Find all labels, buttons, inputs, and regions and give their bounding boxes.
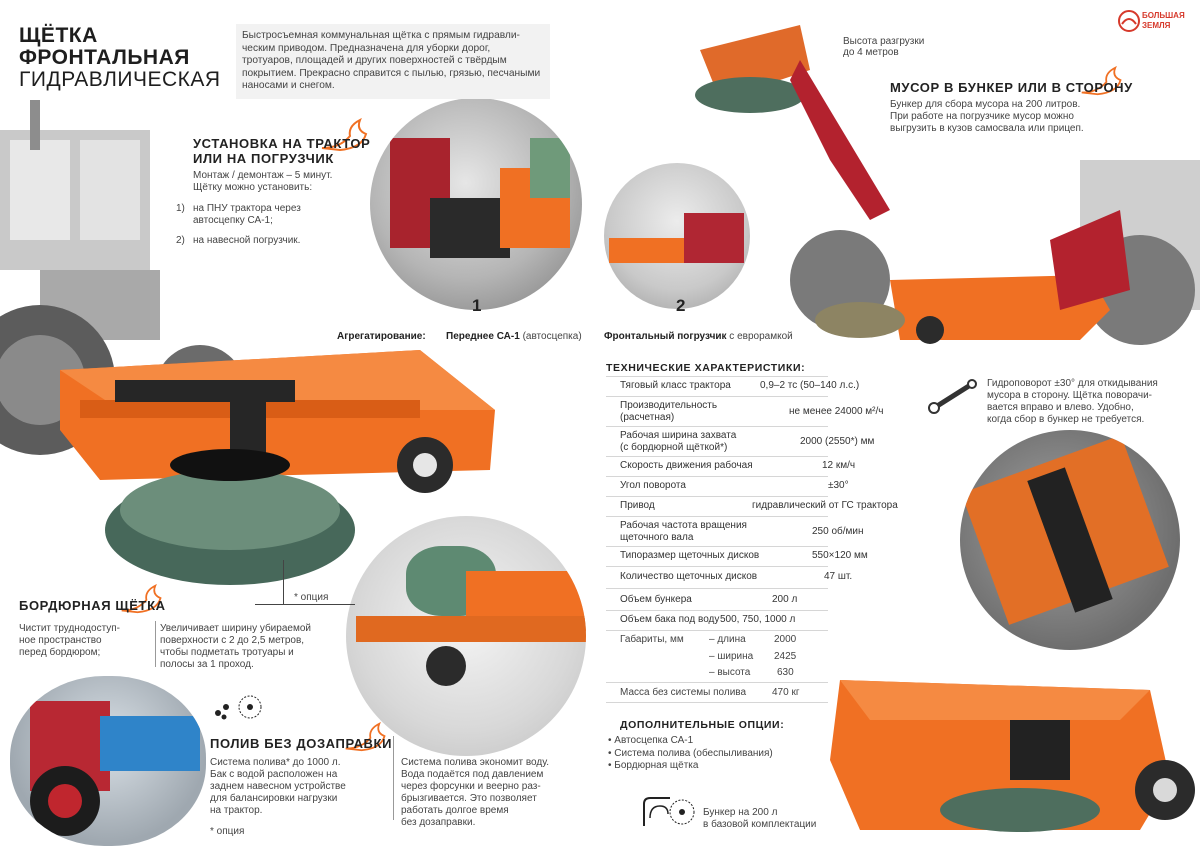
photo-circle-water-tank <box>10 676 206 846</box>
spec-divider <box>606 496 828 497</box>
dims-value: 2000 <box>774 634 797 645</box>
aggregation-option2-rest: с еврорамкой <box>726 331 793 342</box>
dims-key: – ширина <box>709 651 754 662</box>
watering-left-line2: Бак с водой расположен на <box>210 769 338 780</box>
install-heading-line2: ИЛИ НА ПОГРУЗЧИК <box>193 151 334 166</box>
photo-circle-1 <box>370 98 582 310</box>
watering-left-line3: заднем навесном устройстве <box>210 781 346 792</box>
install-heading-line1: УСТАНОВКА НА ТРАКТОР <box>193 136 371 151</box>
bunker-base-line2: в базовой комплектации <box>703 819 817 830</box>
curb-pointer-line-vertical <box>283 560 284 604</box>
install-text-line2: Щётку можно установить: <box>193 182 313 193</box>
spec-name: Типоразмер щеточных дисков <box>620 550 760 561</box>
bunker-brush-photo <box>820 660 1200 850</box>
watering-right-line4: брызгивается. Это позволяет <box>401 793 537 804</box>
options-list <box>608 735 773 773</box>
watering-right-line3: через форсунки и веерно раз- <box>401 781 541 792</box>
spec-name: Привод <box>620 500 655 511</box>
bunker-base-line1: Бункер на 200 л <box>703 807 778 818</box>
bunker-heading: МУСОР В БУНКЕР ИЛИ В СТОРОНУ <box>890 80 1133 95</box>
watering-right-line5: работать долгое время <box>401 805 509 816</box>
spec-name-line2: (расчетная) <box>620 412 675 423</box>
spec-name: Рабочая частота вращения <box>620 520 747 531</box>
rotation-text-line2: мусора в сторону. Щётка поворачи- <box>987 390 1152 401</box>
water-drops-icon <box>210 693 266 721</box>
spec-name: Скорость движения рабочая <box>620 460 753 471</box>
spec-divider <box>606 630 828 631</box>
watering-heading: ПОЛИВ БЕЗ ДОЗАПРАВКИ <box>210 736 393 751</box>
spec-value: 0,9–2 тс (50–140 л.с.) <box>760 380 860 391</box>
spec-divider <box>606 682 828 683</box>
bunker-text-line1: Бункер для сбора мусора на 200 литров. <box>890 99 1081 110</box>
aggregation-option2-bold: Фронтальный погрузчик <box>604 331 727 342</box>
watering-right-line1: Система полива экономит воду. <box>401 757 549 768</box>
spec-divider <box>606 426 828 427</box>
aggregation-option1-bold: Переднее СА-1 <box>446 331 520 342</box>
install-item2-line1: на навесной погрузчик. <box>193 235 301 246</box>
intro-text: Быстросъемная коммунальная щётка с прямым гидравли-ческим приводом. Предназначена для уборки дорог, тротуаров, площадей и других поверхностей с твёрдым покрытием. Прекрасно справится с пылью, грязью, песчаными наносами и снегом. <box>236 24 550 99</box>
photo-circle-rotation <box>960 430 1180 650</box>
page-title-line2: ФРОНТАЛЬНАЯ <box>19 46 190 69</box>
aggregation-option1-rest: (автосцепка) <box>519 331 582 342</box>
spec-value: 200 л <box>772 594 798 605</box>
spec-value: 550×120 мм <box>812 550 868 561</box>
page-title-line3: ГИДРАВЛИЧЕСКАЯ <box>19 68 221 91</box>
hydraulic-cylinder-icon <box>928 378 978 414</box>
spec-name: Производительность <box>620 400 718 411</box>
spec-value: 47 шт. <box>824 571 853 582</box>
spec-value: гидравлический от ГС трактора <box>752 500 898 511</box>
dims-value: 630 <box>777 667 794 678</box>
watering-divider <box>393 736 394 820</box>
curb-left-line1: Чистит труднодоступ- <box>19 623 121 634</box>
curb-left-line2: ное пространство <box>19 635 102 646</box>
curb-brush-heading: БОРДЮРНАЯ ЩЁТКА <box>19 598 166 613</box>
install-item1-line2: автосцепку СА-1; <box>193 215 273 226</box>
bunker-text-line3: выгрузить в кузов самосвала или прицеп. <box>890 123 1084 134</box>
spec-value: 2000 (2550*) мм <box>800 436 875 447</box>
watering-left-line4: для балансировки нагрузки <box>210 793 338 804</box>
options-heading: ДОПОЛНИТЕЛЬНЫЕ ОПЦИИ: <box>620 719 785 731</box>
aggregation-label: Агрегатирование: <box>337 331 426 342</box>
brand-sun-icon <box>1118 10 1140 32</box>
spec-name: Объем бункера <box>620 594 692 605</box>
dims-value: 2425 <box>774 651 797 662</box>
spec-divider <box>606 376 828 377</box>
brand-name-line2: ЗЕМЛЯ <box>1142 21 1171 30</box>
bunker-text-line2: При работе на погрузчике мусор можно <box>890 111 1074 122</box>
curb-right-line2: поверхности с 2 до 2,5 метров, <box>160 635 305 646</box>
curb-option-note: * опция <box>294 592 329 603</box>
brand-logo <box>1118 8 1198 38</box>
dims-key: – длина <box>709 634 746 645</box>
spec-divider <box>606 588 828 589</box>
spec-divider <box>606 546 828 547</box>
spec-divider <box>606 396 828 397</box>
spec-divider <box>606 476 828 477</box>
rotation-text-line4: когда сбор в бункер не требуется. <box>987 414 1145 425</box>
spec-divider <box>606 610 828 611</box>
spec-value: ±30° <box>828 480 849 491</box>
curb-right-line4: полосы за 1 проход. <box>160 659 254 670</box>
spec-value: не менее 24000 м²/ч <box>789 406 884 417</box>
spec-name: Рабочая ширина захвата <box>620 430 737 441</box>
install-item1-number: 1) <box>176 203 185 214</box>
unload-height-line1: Высота разгрузки <box>843 36 925 47</box>
photo-number-1: 1 <box>472 296 483 315</box>
install-item1-line1: на ПНУ трактора через <box>193 203 301 214</box>
brand-name-line1: БОЛЬШАЯ <box>1142 11 1185 20</box>
watering-left-line1: Система полива* до 1000 л. <box>210 757 341 768</box>
option-item: • Система полива (обеспыливания) <box>608 747 773 759</box>
dims-label: Габариты, мм <box>620 634 684 645</box>
spec-name-line2: (с бордюрной щёткой*) <box>620 442 728 453</box>
mass-label: Масса без системы полива <box>620 687 747 698</box>
dims-key: – высота <box>709 667 751 678</box>
curb-divider <box>155 621 156 667</box>
aggregation-option1 <box>446 331 582 344</box>
spec-name-line2: щеточного вала <box>620 532 694 543</box>
spec-name: Угол поворота <box>620 480 686 491</box>
spec-name: Тяговый класс трактора <box>620 380 731 391</box>
mass-value: 470 кг <box>772 687 800 698</box>
curb-right-line1: Увеличивает ширину убираемой <box>160 623 311 634</box>
curb-left-line3: перед бордюром; <box>19 647 101 658</box>
aggregation-option2 <box>604 331 793 344</box>
watering-left-line5: на трактор. <box>210 805 263 816</box>
spec-name: Объем бака под воду <box>620 614 720 625</box>
loader-bunker-photo <box>660 10 1200 350</box>
watering-right-line2: Вода подаётся под давлением <box>401 769 544 780</box>
rotation-text-line3: вается вправо и влево. Удобно, <box>987 402 1134 413</box>
page-title-line1: ЩЁТКА <box>19 24 98 47</box>
spec-divider <box>606 566 828 567</box>
curb-right-line3: чтобы подметать тротуары и <box>160 647 294 658</box>
spec-divider <box>606 516 828 517</box>
install-text-line1: Монтаж / демонтаж – 5 минут. <box>193 170 333 181</box>
specs-heading: ТЕХНИЧЕСКИЕ ХАРАКТЕРИСТИКИ: <box>606 362 806 374</box>
watering-option-note: * опция <box>210 826 245 837</box>
spec-name: Количество щеточных дисков <box>620 571 758 582</box>
photo-circle-curb-brush <box>346 516 586 756</box>
install-item2-number: 2) <box>176 235 185 246</box>
spec-divider <box>606 702 828 703</box>
option-item: • Автосцепка СА-1 <box>608 735 694 746</box>
spec-value: 500, 750, 1000 л <box>720 614 796 625</box>
photo-number-2: 2 <box>676 296 687 315</box>
unload-height-line2: до 4 метров <box>843 47 899 58</box>
spec-value: 250 об/мин <box>812 526 864 537</box>
spec-divider <box>606 456 828 457</box>
watering-right-line6: без дозаправки. <box>401 817 476 828</box>
bunker-brush-icon <box>640 796 698 828</box>
spec-value: 12 км/ч <box>822 460 856 471</box>
option-item: • Бордюрная щётка <box>608 760 699 771</box>
rotation-text-line1: Гидроповорот ±30° для откидывания <box>987 378 1158 389</box>
